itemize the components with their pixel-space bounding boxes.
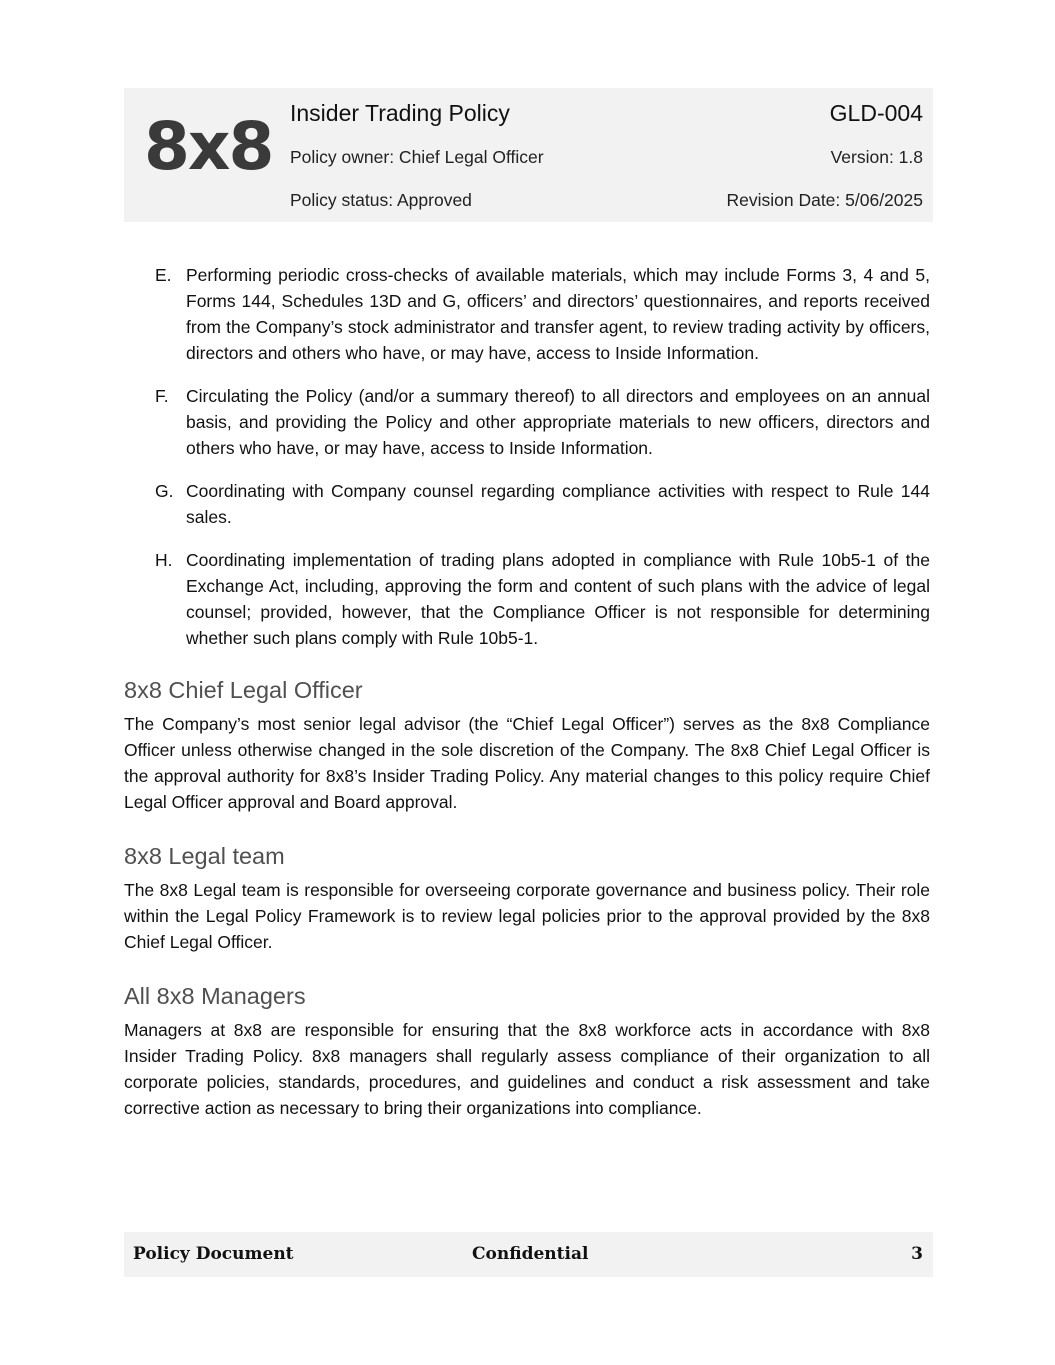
list-item	[124, 383, 930, 461]
policy-code: GLD-004	[829, 100, 923, 126]
section-body: The 8x8 Legal team is responsible for overseeing corporate governance and business policy. Their role within the Legal Policy Framework is to review legal policies prior to the approval provided by the 8x8 Chief Legal Officer.	[124, 880, 930, 952]
footer-doc-type: Policy Document	[133, 1244, 294, 1264]
section-body: Managers at 8x8 are responsible for ensuring that the 8x8 workforce acts in accordance with 8x8 Insider Trading Policy. 8x8 managers shall regularly assess compliance of their organization to all corporate policies, standards, procedures, and guidelines and conduct a risk assessment and take corrective action as necessary to bring their organizations into compliance.	[124, 1020, 930, 1118]
list-item	[124, 478, 930, 530]
list-item-text: Coordinating implementation of trading plans adopted in compliance with Rule 10b5-1 of the Exchange Act, including, approving the form and content of such plans with the advice of legal counsel; provided, however, that the Compliance Officer is not responsible for determining whether such plans comply with Rule 10b5-1.	[186, 550, 930, 648]
page-number: 3	[911, 1244, 923, 1264]
company-logo: 8x8	[144, 108, 273, 185]
section-heading: 8x8 Legal team	[124, 843, 285, 869]
revision-date: Revision Date: 5/06/2025	[726, 190, 923, 210]
list-marker: G.	[155, 481, 174, 501]
section-body: The Company’s most senior legal advisor (the “Chief Legal Officer”) serves as the 8x8 Compliance Officer unless otherwise changed in the sole discretion of the Company. The 8x8 Chief Legal Officer is the approval authority for 8x8’s Insider Trading Policy. Any material changes to this policy require Chief Legal Officer approval and Board approval.	[124, 714, 930, 812]
policy-version: Version: 1.8	[830, 147, 923, 167]
section-managers	[124, 981, 930, 1121]
document-body	[124, 262, 930, 1121]
policy-owner: Policy owner: Chief Legal Officer	[290, 147, 544, 167]
page-header	[124, 88, 933, 222]
list-item	[124, 547, 930, 651]
list-marker: H.	[155, 550, 173, 570]
list-item	[124, 262, 930, 366]
policy-title: Insider Trading Policy	[290, 100, 510, 126]
list-item-text: Performing periodic cross-checks of available materials, which may include Forms 3, 4 and 5, Forms 144, Schedules 13D and G, officers’ and directors’ questionnaires, and reports received from the Company’s stock administrator and transfer agent, to review trading activity by officers, directors and others who have, or may have, access to Inside Information.	[186, 265, 930, 363]
section-chief-legal-officer	[124, 675, 930, 815]
section-heading: 8x8 Chief Legal Officer	[124, 677, 363, 703]
list-item-text: Circulating the Policy (and/or a summary thereof) to all directors and employees on an annual basis, and providing the Policy and other appropriate materials to new officers, directors and others who have, or may have, access to Inside Information.	[186, 386, 930, 458]
section-heading: All 8x8 Managers	[124, 983, 306, 1009]
list-item-text: Coordinating with Company counsel regarding compliance activities with respect to Rule 144 sales.	[186, 481, 930, 527]
policy-status: Policy status: Approved	[290, 190, 472, 210]
responsibility-list	[124, 262, 930, 651]
list-marker: E.	[155, 265, 172, 285]
section-legal-team	[124, 841, 930, 955]
list-marker: F.	[155, 386, 169, 406]
footer-classification: Confidential	[472, 1244, 589, 1264]
page-footer	[124, 1232, 933, 1277]
